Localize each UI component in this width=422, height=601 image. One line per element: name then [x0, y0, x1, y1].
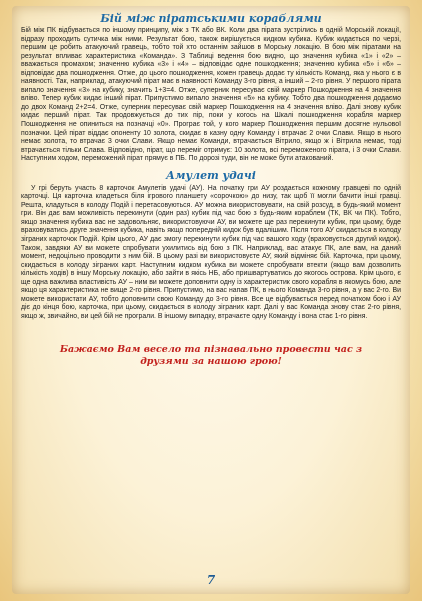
section-title-lucky-amulet: Амулет удачі: [166, 168, 256, 182]
parchment-sheet: [12, 6, 410, 594]
section-text-lucky-amulet: У грі беруть участь 8 карточок Амулетів удачі (АУ). На початку гри АУ роздається кожному гравцеві по одній карточці. Ця карточка кладеться біля ігрового планшету «сорочкою» до низу, так щоб її могли бачити інші гравці. Решта, кладуться в колоду Подій і перетасовуються. АУ можна використовувати, на свій розсуд, в будь-який момент гри. Він дає вам можливість перекинути (один раз) кубик під час бою з будь-яким кораблем (ТК, ВК чи ПК). Тобто, якщо значення кубика вас не задовольняє, використовуючи АУ, ви можете ще раз перекинути кубик, при цьому, буде враховуватись друге значення кубика, навіть якщо попередній кидок був вдалішим. Після того АУ скидається в колоду зіграних карточок Подій. Крім цього, АУ дає змогу перекинути кубик під час вашого ходу (враховується другий кидок). Також, завдяки АУ ви можете спробувати ухилитись від бою з ПК. Наприклад, вас атакує ПК, але вам, на даний момент, недоцільно проводити з ним бій. В цьому разі ви використовуєте АУ, який відміняє бій. Карточка, при цьому, скидається в колоду зіграних карт. Наступним кидком кубика ви можете спробувати втекти (якщо вам дозволить кількість ходів) в іншу Морську локацію, або зайти в якісь НБ, або пришвартуватись до якогось острова. Крім цього, є ще одна важлива властивість АУ – ним ви можете доповнити одну із характеристик свого корабля в якомусь бою, але якщо ця характеристика не вище 2-го рівня. Припустимо, на вас напав ПК, в нього Команда 3-го рівня, а у вас 2-го. Ви можете використати АУ, тобто доповнити свою Команду до 3-го рівня. Все це відбувається перед початком бою і АУ діє до кінця бою, карточка, при цьому, скидається в колоду зіграних карт. Далі у вас Команда знову стає 2-го рівня, якщо ж, звичайно, ви цей бій не програли. В іншому випадку, втрачаєте одну Команду і вона стає 1-го рівня.: [21, 184, 401, 320]
closing-message: Бажаємо Вам весело та пізнавально провести час з друзями за нашою грою!: [59, 343, 363, 367]
section-title-pirate-battle: Бій між піратськими кораблями: [100, 12, 322, 25]
page-number: 7: [206, 573, 216, 587]
section-text-pirate-battle: Бій між ПК відбувається по іншому принципу, між з ТК або ВК. Коли два пірата зустрілись в одній Морській локації, відразу проходить сутичка між ними. Результат бою, також вирішується кидком кубика. Кубик кидається по черзі, першим це робить атакуючий гравець, тобто той хто останнім зайшов в Морську локацію. В бою між піратами на результат впливає характеристика «Команда». З Таблиці ведення бою видно, що значення кубика «1» і «2» – вважається промахом; значенню кубика «3» і «4» – відповідає одне пошкодження; значенню кубика «5» і «6» – відповідає два пошкодження. Отже, до цього пошкодження, кожен гравець додає ту кількість Команд, яка у нього є в наявності. Так, наприклад, атакуючий пірат має в наявності Команду 3-го рівня, а інший – 2-го рівня. У першого пірата випало значення «3» на кубику, значить 1+3=4. Отже, суперник пересуває свій маркер Пошкодження на 4 значення вліво. Тепер кубик кидає інший пірат. Припустимо випало значення «5» на кубику. Тобто два пошкодження додаємо до двох Команд 2+2=4. Отже, суперник пересуває свій маркер Пошкодження на 4 значення вліво. Далі знову кубик кидає перший пірат. Так продовжується до тих пір, поки у когось на Шкалі пошкодження корабля маркер Пошкодження не опиниться на позначці «0». Програє той, у кого маркер Пошкодження першим досягне нульової позначки. Цей пірат віддає опоненту 10 золота, скидає в казну одну Команду і втрачає 2 очки Слави. Якщо в нього немає золота, то втрачає 3 очки Слави. Якщо немає Команди, втрачається Вітрило, якщо ж і Вітрила немає, тоді втрачається тільки Слава. Відповідно, пірат, що переміг отримує: 10 золота, всі переможеного пірата, і 3 очки Слави. Наступним ходом, переможений пірат прямує в ПБ. По дорозі туди, він не може бути атакований.: [21, 27, 401, 163]
